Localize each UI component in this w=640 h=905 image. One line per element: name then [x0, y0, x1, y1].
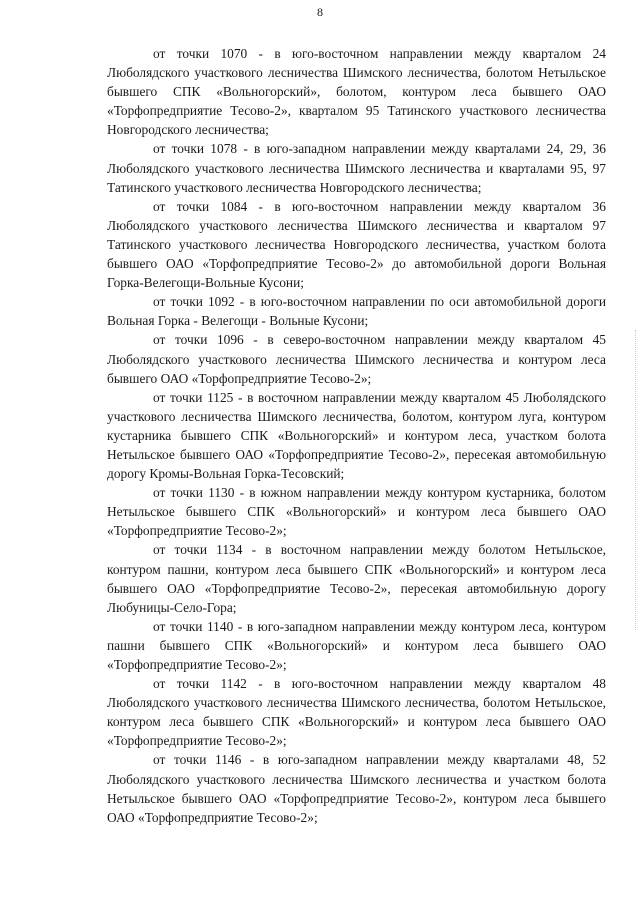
page-number: 8	[317, 5, 323, 19]
boundary-paragraph: от точки 1084 - в юго-восточном направлении между кварталом 36 Люболядского участкового лесничества Шимского лесничества и кварталом 97 Татинского участкового лесничества Новгородского лесничества, участком болота бывшего ОАО «Торфопредприятие Тесово-2» до автомобильной дороги Вольная Горка-Велегощи-Вольные Кусони;	[107, 198, 606, 291]
boundary-paragraph: от точки 1125 - в восточном направлении между кварталом 45 Люболядского участкового лесничества Шимского лесничества, болотом, контуром луга, контуром кустарника бывшего СПК «Вольногорский» и контуром леса, участком болота Нетыльское бывшего ОАО «Торфопредприятие Тесово-2», пересекая автомобильную дорогу Кромы-Вольная Горка-Тесовский;	[107, 389, 606, 482]
boundary-paragraph: от точки 1130 - в южном направлении между контуром кустарника, болотом Нетыльское бывшего СПК «Вольногорский» и контуром леса бывшего ОАО «Торфопредприятие Тесово-2»;	[107, 485, 606, 539]
boundary-paragraph: от точки 1092 - в юго-восточном направлении по оси автомобильной дороги Вольная Горка - Велегощи - Вольные Кусони;	[107, 294, 606, 329]
scan-margin-marks	[632, 330, 636, 630]
boundary-paragraph: от точки 1146 - в юго-западном направлении между кварталами 48, 52 Люболядского участкового лесничества Шимского лесничества и участком болота Нетыльское бывшего ОАО «Торфопредприятие Тесово-2», контуром леса бывшего ОАО «Торфопредприятие Тесово-2»;	[107, 752, 606, 825]
document-body	[107, 44, 606, 827]
boundary-paragraph: от точки 1142 - в юго-восточном направлении между кварталом 48 Люболядского участкового лесничества Шимского лесничества, болотом Нетыльское, контуром леса бывшего СПК «Вольногорский» и контуром леса бывшего ОАО «Торфопредприятие Тесово-2»;	[107, 676, 606, 749]
boundary-paragraph: от точки 1134 - в восточном направлении между болотом Нетыльское, контуром пашни, контуром леса бывшего СПК «Вольногорский» и контуром леса бывшего ОАО «Торфопредприятие Тесово-2», пересекая автомобильную дорогу Любуницы-Село-Гора;	[107, 542, 606, 615]
boundary-paragraph: от точки 1070 - в юго-восточном направлении между кварталом 24 Люболядского участкового лесничества Шимского лесничества, болотом Нетыльское бывшего СПК «Вольногорский», болотом, контуром леса бывшего ОАО «Торфопредприятие Тесово-2», кварталом 95 Татинского участкового лесничества Новгородского лесничества;	[107, 46, 606, 138]
boundary-paragraph: от точки 1078 - в юго-западном направлении между кварталами 24, 29, 36 Люболядского участкового лесничества Шимского лесничества и кварталами 95, 97 Татинского участкового лесничества Новгородского лесничества;	[107, 141, 606, 195]
boundary-paragraph: от точки 1140 - в юго-западном направлении между контуром леса, контуром пашни бывшего СПК «Вольногорский» и контуром леса бывшего ОАО «Торфопредприятие Тесово-2»;	[107, 618, 606, 672]
boundary-paragraph: от точки 1096 - в северо-восточном направлении между кварталом 45 Люболядского участкового лесничества Шимского лесничества и контуром леса бывшего ОАО «Торфопредприятие Тесово-2»;	[107, 332, 606, 386]
